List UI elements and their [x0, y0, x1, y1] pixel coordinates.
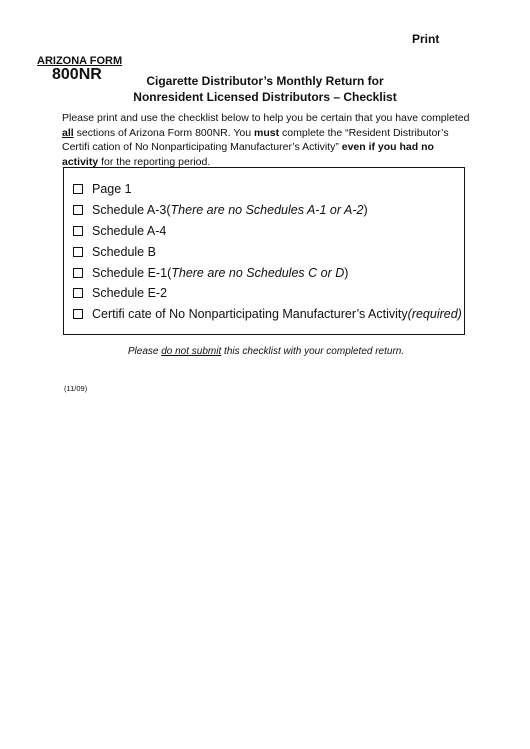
form-number: 800NR [52, 66, 102, 83]
intro-text-3: complete the “Resident Distributor’s Certifi cation of No Nonparticipating Manufacturer’s Activity” [62, 126, 449, 154]
checklist-item-label: Certifi cate of No Nonparticipating Manufacturer’s Activity [92, 307, 408, 322]
intro-must-word: must [254, 126, 280, 139]
checklist-item-page-1[interactable] [73, 179, 464, 200]
checklist-item-certificate[interactable] [73, 304, 464, 325]
checkbox[interactable] [73, 205, 83, 215]
checklist-item-schedule-e2[interactable] [73, 283, 464, 304]
checkbox[interactable] [73, 288, 83, 298]
submission-note [62, 346, 470, 357]
intro-all-word: all [62, 126, 74, 139]
intro-text-2: sections of Arizona Form 800NR. You [73, 126, 255, 139]
checklist-item-label: Schedule A-3 [92, 203, 167, 218]
print-button[interactable]: Print [412, 32, 440, 46]
checklist-item-label: Schedule E-2 [92, 286, 168, 301]
checkbox[interactable] [73, 309, 83, 319]
checkbox[interactable] [73, 226, 83, 236]
note-text-1: Please [127, 346, 162, 357]
checklist-item-schedule-e1[interactable] [73, 262, 464, 283]
checklist-item-label: Schedule B [92, 244, 156, 259]
checklist-box [63, 167, 465, 335]
checklist-item-note: There are no Schedules A-1 or A-2 [170, 203, 364, 218]
checklist-item-note: (required) [407, 307, 462, 322]
checkbox[interactable] [73, 184, 83, 194]
note-underlined: do not submit [161, 346, 222, 357]
revision-date: (11/09) [64, 384, 88, 393]
checklist-item-schedule-a3[interactable] [73, 200, 464, 221]
page-title [100, 73, 430, 105]
checklist-item-note-close: ) [363, 203, 368, 218]
checklist-item-note: There are no Schedules C or D [171, 265, 345, 280]
checklist-item-label: Schedule A-4 [92, 223, 167, 238]
note-text-2: this checklist with your completed return. [221, 346, 405, 357]
checkbox[interactable] [73, 247, 83, 257]
checkbox[interactable] [73, 268, 83, 278]
intro-paragraph [62, 111, 470, 169]
title-line-1: Cigarette Distributor’s Monthly Return for [146, 74, 384, 88]
intro-emphasis: even if you had no activity [62, 141, 434, 168]
checklist-item-note-close: ) [344, 265, 349, 280]
title-line-2: Nonresident Licensed Distributors – Checklist [133, 90, 397, 104]
checklist-item-schedule-b[interactable] [73, 241, 464, 262]
checklist-item-label: Page 1 [92, 182, 132, 197]
form-label: ARIZONA FORM [37, 55, 123, 67]
checklist-item-schedule-a4[interactable] [73, 221, 464, 242]
intro-text-4: for the reporting period. [98, 155, 211, 168]
intro-text-1: Please print and use the checklist below to help you be certain that you have completed [62, 112, 470, 124]
checklist-item-note-open: ( [166, 203, 171, 218]
checklist-item-note-open: ( [167, 265, 172, 280]
checklist-item-label: Schedule E-1 [92, 265, 168, 280]
